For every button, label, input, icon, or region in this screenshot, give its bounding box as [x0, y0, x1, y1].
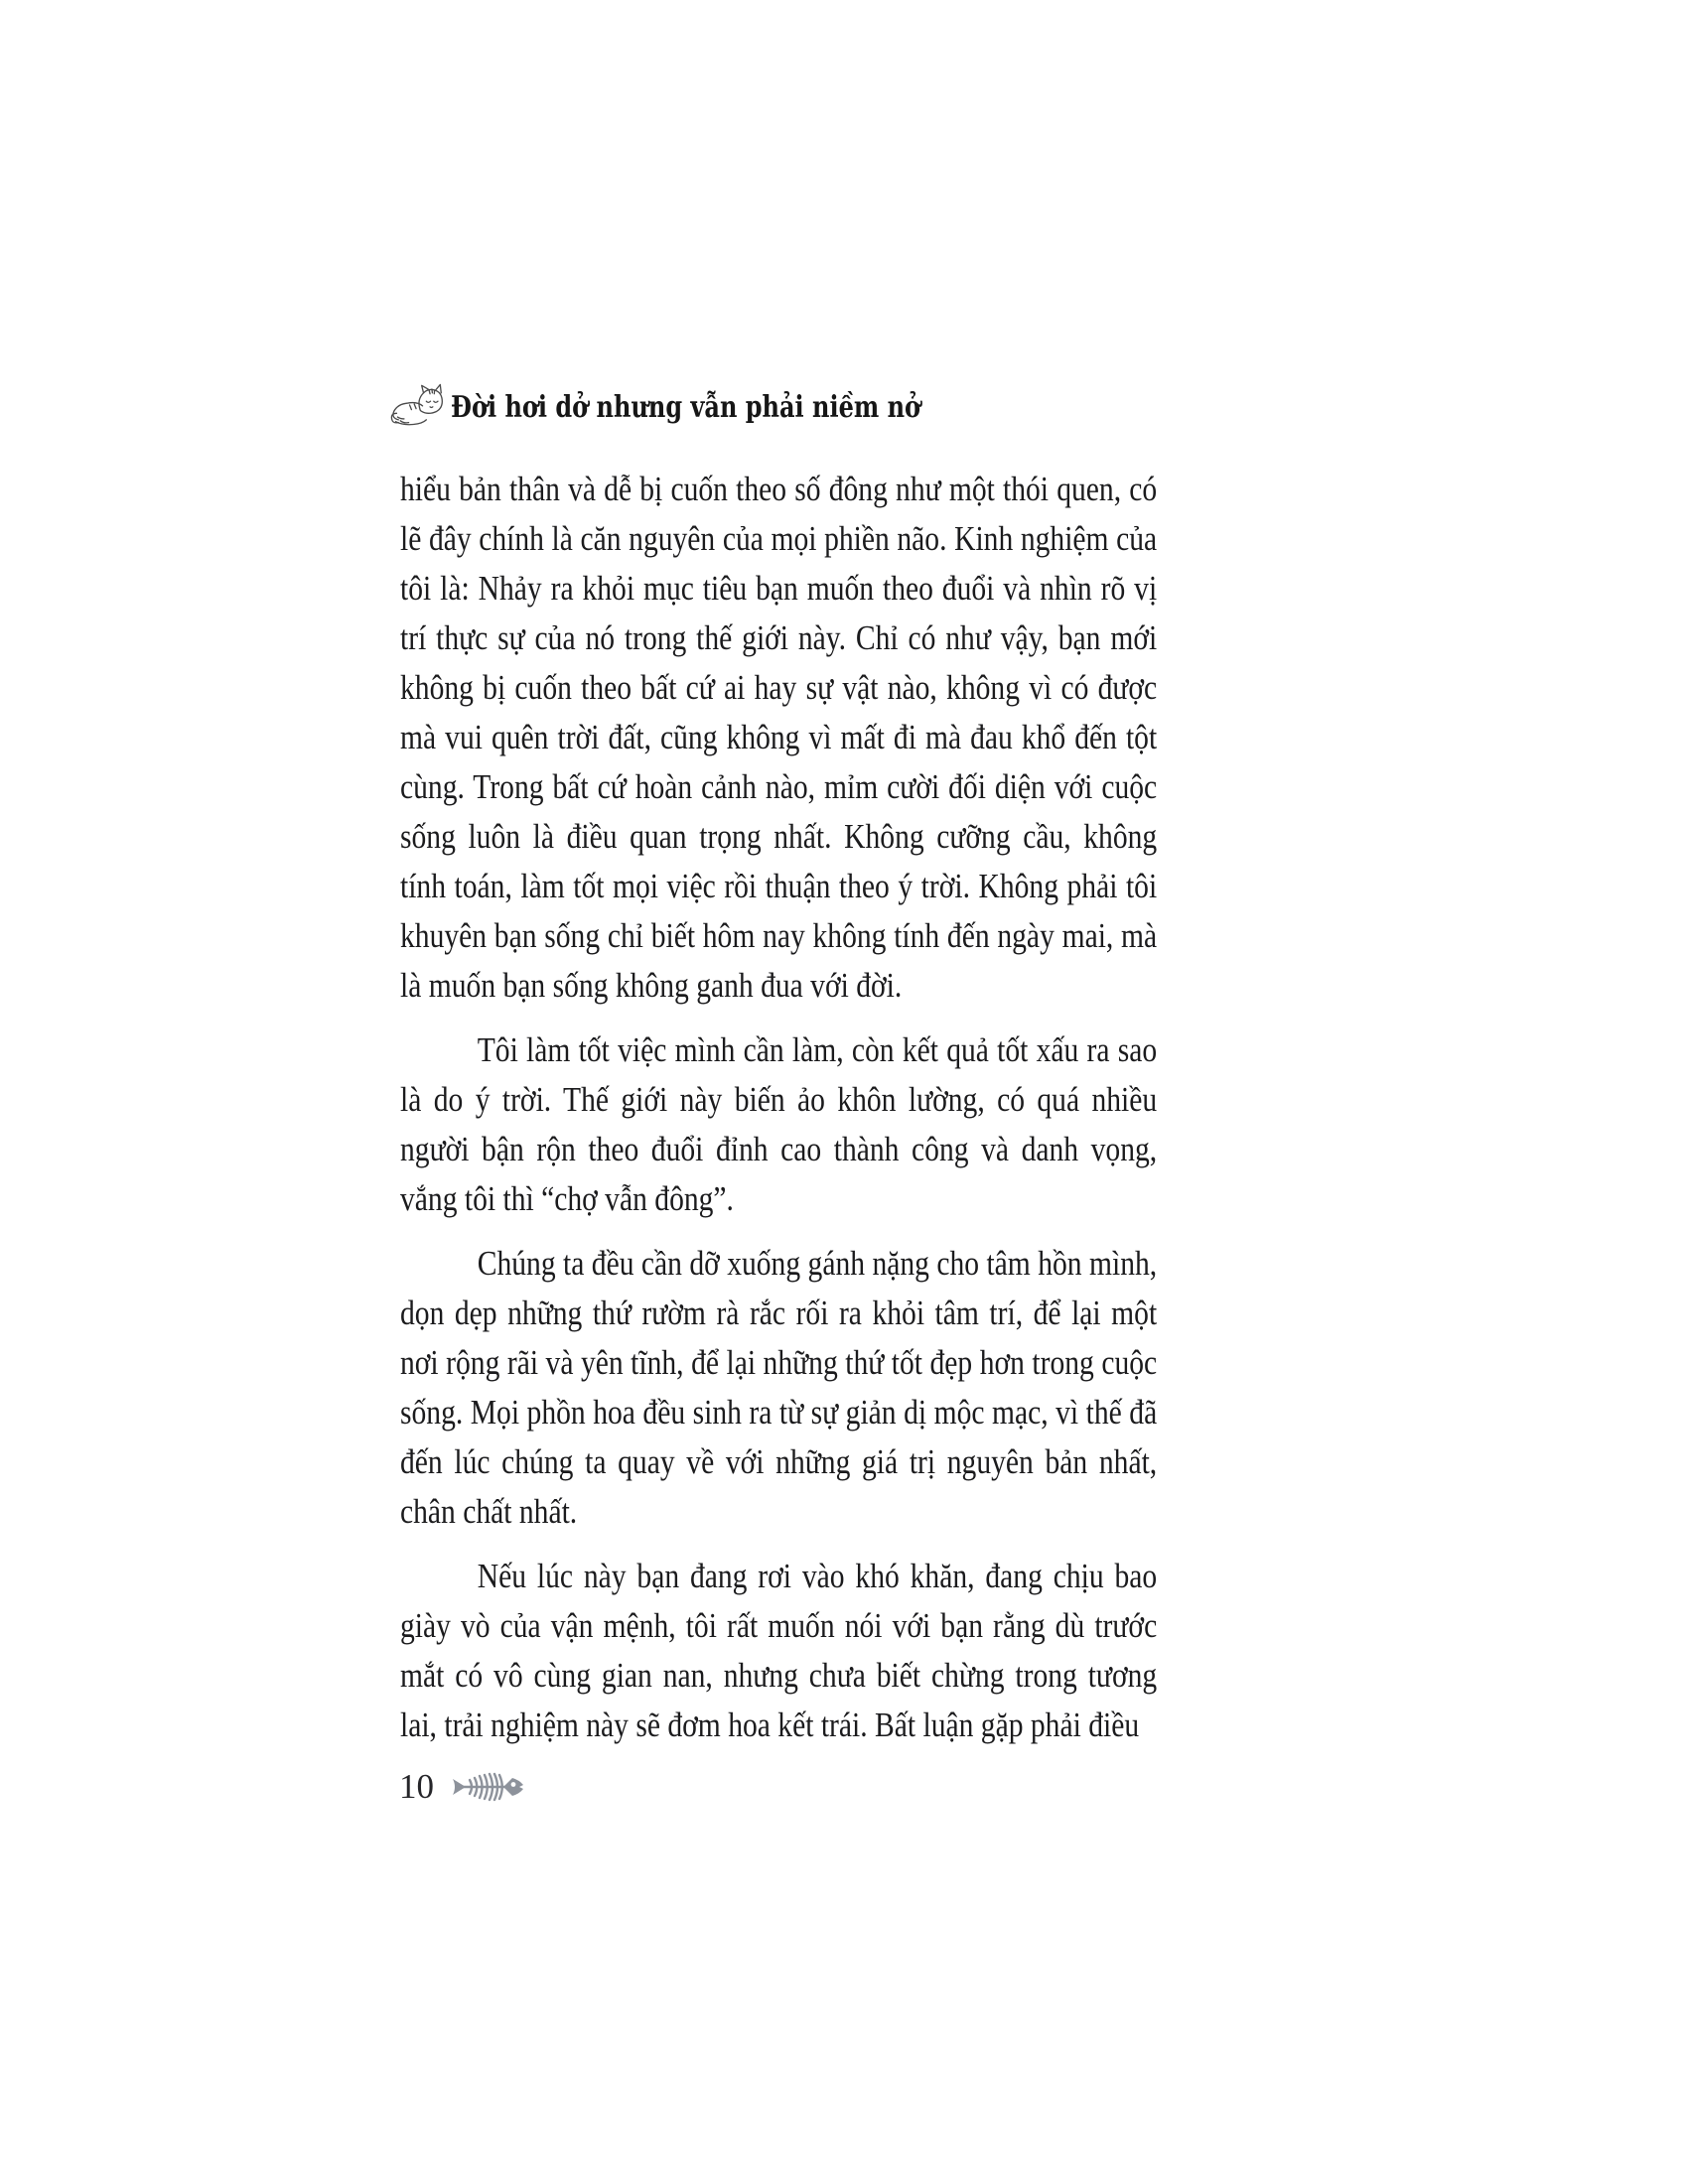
page-number: 10 [399, 1767, 434, 1806]
body-paragraph: Tôi làm tốt việc mình cần làm, còn kết quả tốt xấu ra sao là do ý trời. Thế giới này biến ảo khôn lường, có quá nhiều người bận rộn theo đuổi đỉnh cao thành công và danh vọng, vắng tôi thì “chợ vẫn đông”. [400, 1030, 1158, 1218]
page-header [389, 377, 1038, 431]
body-paragraph: Chúng ta đều cần dỡ xuống gánh nặng cho tâm hồn mình, dọn dẹp những thứ rườm rà rắc rối ra khỏi tâm trí, để lại một nơi rộng rãi và yên tĩnh, để lại những thứ tốt đẹp hơn trong cuộc sống. Mọi phồn hoa đều sinh ra từ sự giản dị mộc mạc, vì thế đã đến lúc chúng ta quay về với những giá trị nguyên bản nhất, chân chất nhất. [400, 1244, 1158, 1531]
body-paragraph: Nếu lúc này bạn đang rơi vào khó khăn, đang chịu bao giày vò của vận mệnh, tôi rất muốn nói với bạn rằng dù trước mắt có vô cùng gian nan, nhưng chưa biết chừng trong tương lai, trải nghiệm này sẽ đơm hoa kết trái. Bất luận gặp phải điều [400, 1557, 1158, 1744]
fish-bone-icon [450, 1766, 527, 1808]
body-text [400, 465, 1157, 1765]
page-footer [399, 1765, 527, 1809]
body-paragraph: hiểu bản thân và dễ bị cuốn theo số đông như một thói quen, có lẽ đây chính là căn nguyên của mọi phiền não. Kinh nghiệm của tôi là: Nhảy ra khỏi mục tiêu bạn muốn theo đuổi và nhìn rõ vị trí thực sự của nó trong thế giới này. Chỉ có như vậy, bạn mới không bị cuốn theo bất cứ ai hay sự vật nào, không vì có được mà vui quên trời đất, cũng không vì mất đi mà đau khổ đến tột cùng. Trong bất cứ hoàn cảnh nào, mỉm cười đối diện với cuộc sống luôn là điều quan trọng nhất. Không cưỡng cầu, không tính toán, làm tốt mọi việc rồi thuận theo ý trời. Không phải tôi khuyên bạn sống chỉ biết hôm nay không tính đến ngày mai, mà là muốn bạn sống không ganh đua với đời. [400, 470, 1158, 1005]
running-header-title: Đời hơi dở nhưng vẫn phải niềm nở [451, 390, 921, 425]
cat-doodle-icon [389, 377, 445, 431]
